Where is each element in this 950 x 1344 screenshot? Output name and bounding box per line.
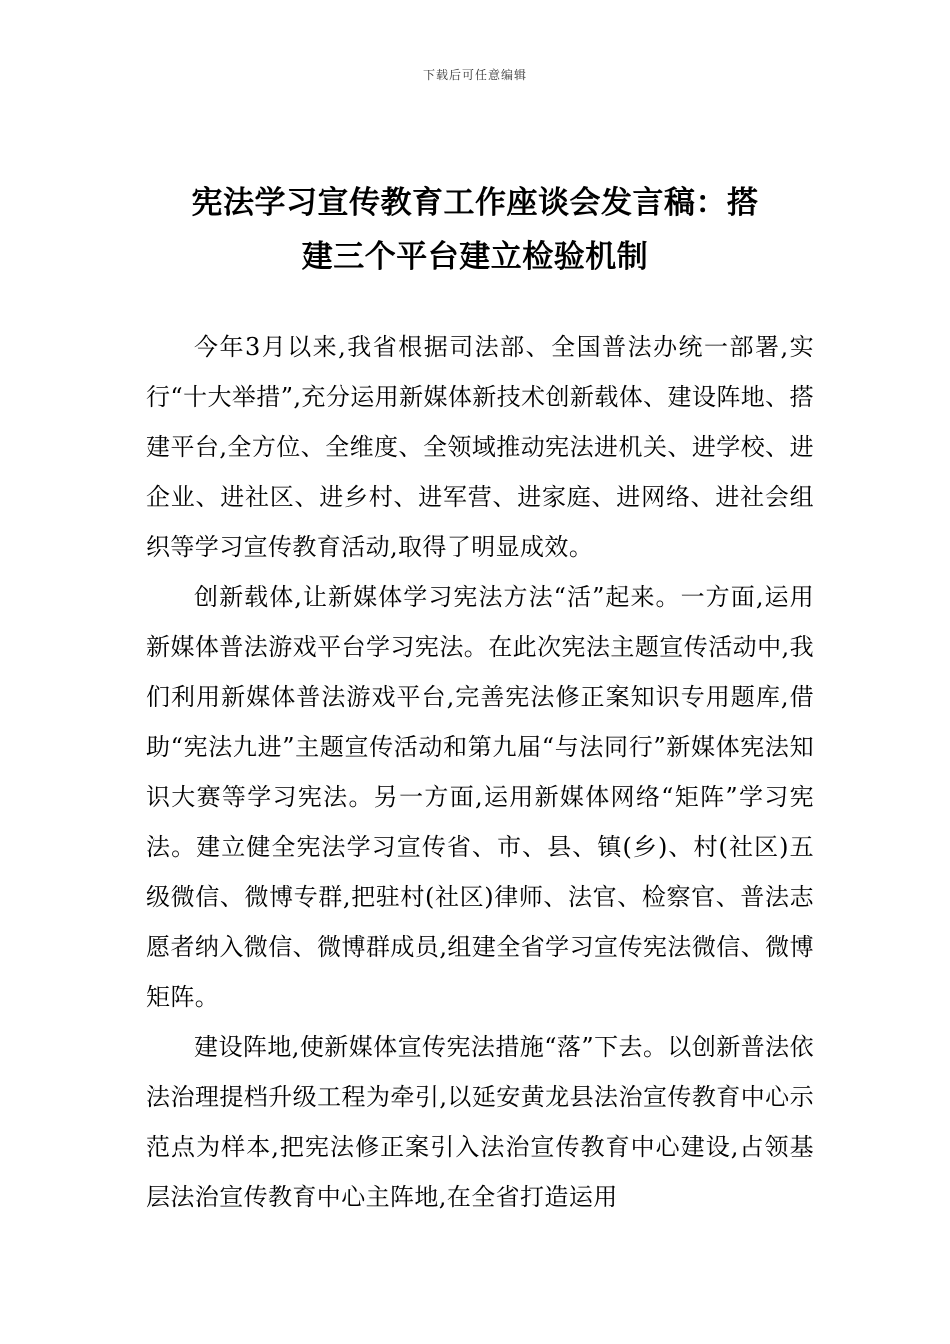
document-title <box>140 176 810 284</box>
paragraph-3: 建设阵地,使新媒体宣传宪法措施“落”下去。以创新普法依法治理提档升级工程为牵引,以延安黄龙县法治宣传教育中心示范点为样本,把宪法修正案引入法治宣传教育中心建设,占领基层法治宣传教育中心主阵地,在全省打造运用 <box>146 1033 814 1211</box>
document-body <box>146 322 814 1222</box>
paragraph-2: 创新载体,让新媒体学习宪法方法“活”起来。一方面,运用新媒体普法游戏平台学习宪法。在此次宪法主题宣传活动中,我们利用新媒体普法游戏平台,完善宪法修正案知识专用题库,借助“宪法九进”主题宣传活动和第九届“与法同行”新媒体宪法知识大赛等学习宪法。另一方面,运用新媒体网络“矩阵”学习宪法。建立健全宪法学习宣传省、市、县、镇(乡)、村(社区)五级微信、微博专群,把驻村(社区)律师、法官、检察官、普法志愿者纳入微信、微博群成员,组建全省学习宣传宪法微信、微博矩阵。 <box>146 583 814 1011</box>
document-title-line-2: 建三个平台建立检验机制 <box>301 239 649 275</box>
document-title-line-1: 宪法学习宣传教育工作座谈会发言稿：搭 <box>191 185 759 221</box>
header-note: 下载后可任意编辑 <box>422 68 527 82</box>
paragraph-1: 今年3月以来,我省根据司法部、全国普法办统一部署,实行“十大举措”,充分运用新媒体新技术创新载体、建设阵地、搭建平台,全方位、全维度、全领域推动宪法进机关、进学校、进企业、进社区、进乡村、进军营、进家庭、进网络、进社会组织等学习宣传教育活动,取得了明显成效。 <box>146 333 814 561</box>
